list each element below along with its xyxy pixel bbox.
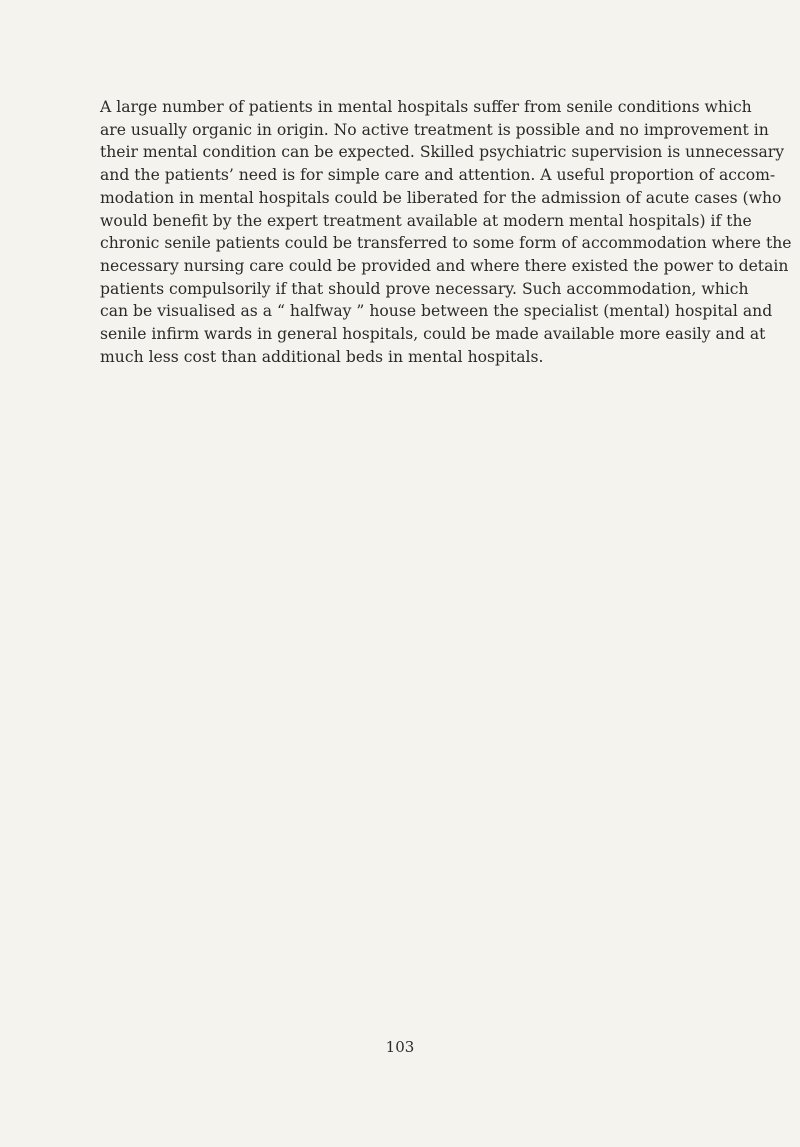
paragraph-line: would benefit by the expert treatment available at modern mental hospitals) if the bbox=[100, 211, 752, 230]
body-paragraph bbox=[100, 96, 792, 368]
paragraph-line: A large number of patients in mental hospitals suffer from senile conditions which bbox=[100, 98, 752, 116]
paragraph-line: modation in mental hospitals could be liberated for the admission of acute cases (who bbox=[100, 188, 782, 207]
paragraph-line: and the patients’ need is for simple care and attention. A useful proportion of accom- bbox=[100, 166, 776, 185]
paragraph-line: can be visualised as a “ halfway ” house between the specialist (mental) hospital and bbox=[100, 302, 773, 321]
paragraph-line: patients compulsorily if that should prove necessary. Such accommodation, which bbox=[100, 279, 749, 298]
paragraph-line: chronic senile patients could be transferred to some form of accommodation where the bbox=[100, 234, 792, 253]
page-number: 103 bbox=[385, 1038, 415, 1056]
paragraph-line: are usually organic in origin. No active treatment is possible and no improvement in bbox=[100, 120, 769, 139]
paragraph-line: their mental condition can be expected. Skilled psychiatric supervision is unnecessary bbox=[100, 143, 785, 162]
paragraph-line: much less cost than additional beds in mental hospitals. bbox=[100, 347, 544, 366]
paragraph-line: senile infirm wards in general hospitals, could be made available more easily and at bbox=[100, 325, 766, 344]
paragraph-line: necessary nursing care could be provided and where there existed the power to detain bbox=[100, 256, 789, 275]
